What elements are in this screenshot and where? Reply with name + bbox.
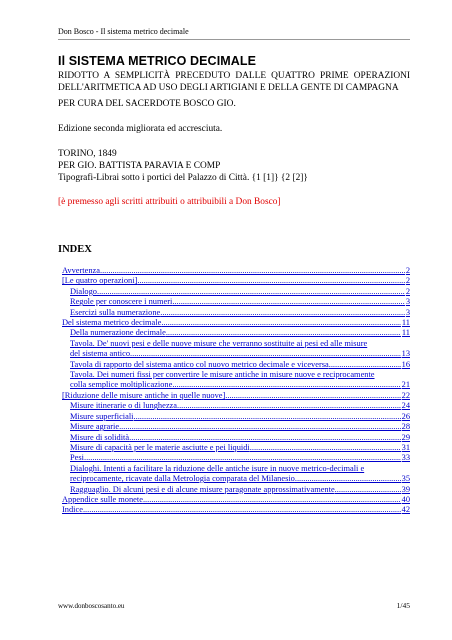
toc-entry-label: Tavola di rapporto del sistema antico col nuovo metrico decimale e viceversa [70, 359, 329, 369]
toc-entry-label: reciprocamente, ricavate dalla Metrologia comparata del Milanesio [70, 474, 295, 484]
toc-entry[interactable] [62, 370, 410, 391]
toc-entry-label: [Riduzione delle misure antiche in quelle nuove] [62, 390, 226, 400]
toc-entry[interactable] [62, 328, 410, 338]
toc-page-number: 40 [401, 494, 410, 504]
toc-entry-label: Misure di capacità per le materie asciutte e pei liquidi [70, 442, 250, 452]
toc-entry[interactable] [62, 266, 410, 276]
document-title: Il SISTEMA METRICO DECIMALE [58, 54, 257, 68]
toc-entry[interactable] [62, 391, 410, 401]
toc-entry-label: colla semplice moltiplicazione [70, 380, 173, 390]
toc-entry[interactable] [62, 443, 410, 453]
toc-leader-dots [250, 443, 401, 453]
toc-leader-dots [172, 380, 400, 390]
toc-page-number: 33 [401, 453, 410, 463]
toc-page-number: 28 [401, 422, 410, 432]
toc-entry-label: Misure agrarie [70, 422, 120, 432]
toc-page-number: 42 [401, 505, 410, 515]
toc-leader-dots [83, 505, 401, 515]
toc-entry-label: Ragguaglio. Di alcuni pesi e di alcune misure paragonate approssimativamente [70, 484, 335, 494]
toc-entry[interactable] [62, 485, 410, 495]
toc-entry[interactable] [62, 401, 410, 411]
toc-entry[interactable] [62, 422, 410, 432]
toc-page-number: 39 [401, 484, 410, 494]
document-subtitle: RIDOTTO A SEMPLICITÀ PRECEDUTO DALLE QUATTRO PRIME OPERAZIONI DELL'ARITMETICA AD USO DEGLI ARTIGIANI E DELLA GENTE DI CAMPAGNA [58, 71, 410, 93]
toc-leader-dots [335, 485, 401, 495]
toc-page-number: 24 [401, 401, 410, 411]
index-heading: INDEX [58, 244, 92, 255]
toc-entry[interactable] [62, 339, 410, 360]
toc-page-number: 21 [401, 380, 410, 390]
toc-leader-dots [119, 422, 401, 432]
running-header: Don Bosco - Il sistema metrico decimale [58, 27, 189, 36]
toc-page-number: 31 [401, 442, 410, 452]
toc-entry-label: Regole per conoscere i numeri [70, 297, 173, 307]
toc-leader-dots [177, 401, 401, 411]
author-line: PER CURA DEL SACERDOTE BOSCO GIO. [58, 99, 236, 109]
toc-page-number: 2 [405, 286, 410, 296]
toc-entry[interactable] [62, 287, 410, 297]
publisher-line: PER GIO. BATTISTA PARAVIA E COMP [58, 161, 221, 171]
toc-entry-label: Dialogo [70, 286, 97, 296]
toc-entry-label: Della numerazione decimale [70, 328, 166, 338]
toc-leader-dots [166, 328, 401, 338]
toc-page-number: 16 [401, 359, 410, 369]
toc-page-number: 3 [405, 297, 410, 307]
toc-entry-label: del sistema antico [70, 349, 131, 359]
toc-entry[interactable] [62, 505, 410, 515]
toc-entry-label: Del sistema metrico decimale [62, 318, 162, 328]
toc-entry[interactable] [62, 318, 410, 328]
toc-entry[interactable] [62, 464, 410, 485]
toc-page-number: 22 [401, 390, 410, 400]
toc-entry[interactable] [62, 297, 410, 307]
toc-page-number: 11 [401, 318, 410, 328]
toc-entry-label: [Le quatro operazioni] [62, 276, 138, 286]
toc-page-number: 13 [401, 349, 410, 359]
footer-page-number: 1/45 [396, 601, 410, 610]
toc-leader-dots [225, 391, 400, 401]
toc-entry[interactable] [62, 412, 410, 422]
table-of-contents [62, 266, 410, 516]
toc-entry-label-line1: Tavola. Dei numeri fissi per convertire le misure antiche in misure nuove e reciprocamente [70, 370, 375, 380]
toc-entry[interactable] [62, 495, 410, 505]
edition-line: Edizione seconda migliorata ed accresciuta. [58, 124, 223, 134]
toc-entry-label-line1: Tavola. De' nuovi pesi e delle nuove misure che verranno sostituite ai pesi ed alle misure [70, 338, 368, 348]
toc-entry-label: Appendice sulle monete [62, 494, 143, 504]
toc-entry-label: Misure superficiali [70, 411, 134, 421]
toc-leader-dots [160, 308, 405, 318]
header-divider [58, 39, 410, 40]
toc-entry-label: Indice [62, 505, 83, 515]
toc-entry[interactable] [62, 433, 410, 443]
publication-place-year: TORINO, 1849 [58, 149, 117, 159]
toc-leader-dots [100, 266, 405, 276]
toc-leader-dots [329, 360, 401, 370]
publisher-address: Tipografi-Librai sotto i portici del Palazzo di Città. {1 [1]} {2 [2]} [58, 173, 308, 183]
toc-page-number: 29 [401, 432, 410, 442]
toc-leader-dots [97, 287, 405, 297]
toc-entry[interactable] [62, 308, 410, 318]
toc-leader-dots [130, 349, 401, 359]
toc-entry-label-line1: Dialoghi. Intenti a facilitare la riduzione delle antiche isure in nuove metrico-decimali e [70, 463, 365, 473]
toc-leader-dots [295, 474, 401, 484]
toc-leader-dots [137, 276, 404, 286]
toc-leader-dots [172, 297, 404, 307]
toc-entry-label: Misure di solidità [70, 432, 130, 442]
toc-page-number: 2 [405, 266, 410, 275]
toc-page-number: 3 [405, 307, 410, 317]
toc-leader-dots [129, 433, 401, 443]
toc-leader-dots [161, 318, 401, 328]
toc-page-number: 11 [401, 328, 410, 338]
toc-entry[interactable] [62, 276, 410, 286]
toc-entry-label: Pesi [70, 453, 84, 463]
toc-entry-label: Misure itinerarie o di lunghezza [70, 401, 177, 411]
toc-page-number: 35 [401, 474, 410, 484]
footer-website: www.donboscosanto.eu [58, 602, 125, 610]
toc-entry-label: Avvertenza [62, 266, 100, 275]
toc-leader-dots [134, 412, 401, 422]
toc-leader-dots [143, 495, 401, 505]
editorial-note: [è premesso agli scritti attribuiti o attribuibili a Don Bosco] [58, 197, 281, 207]
toc-entry[interactable] [62, 360, 410, 370]
toc-page-number: 2 [405, 276, 410, 286]
toc-page-number: 26 [401, 411, 410, 421]
toc-leader-dots [84, 453, 401, 463]
toc-entry[interactable] [62, 453, 410, 463]
toc-entry-label: Esercizi sulla numerazione [70, 307, 161, 317]
